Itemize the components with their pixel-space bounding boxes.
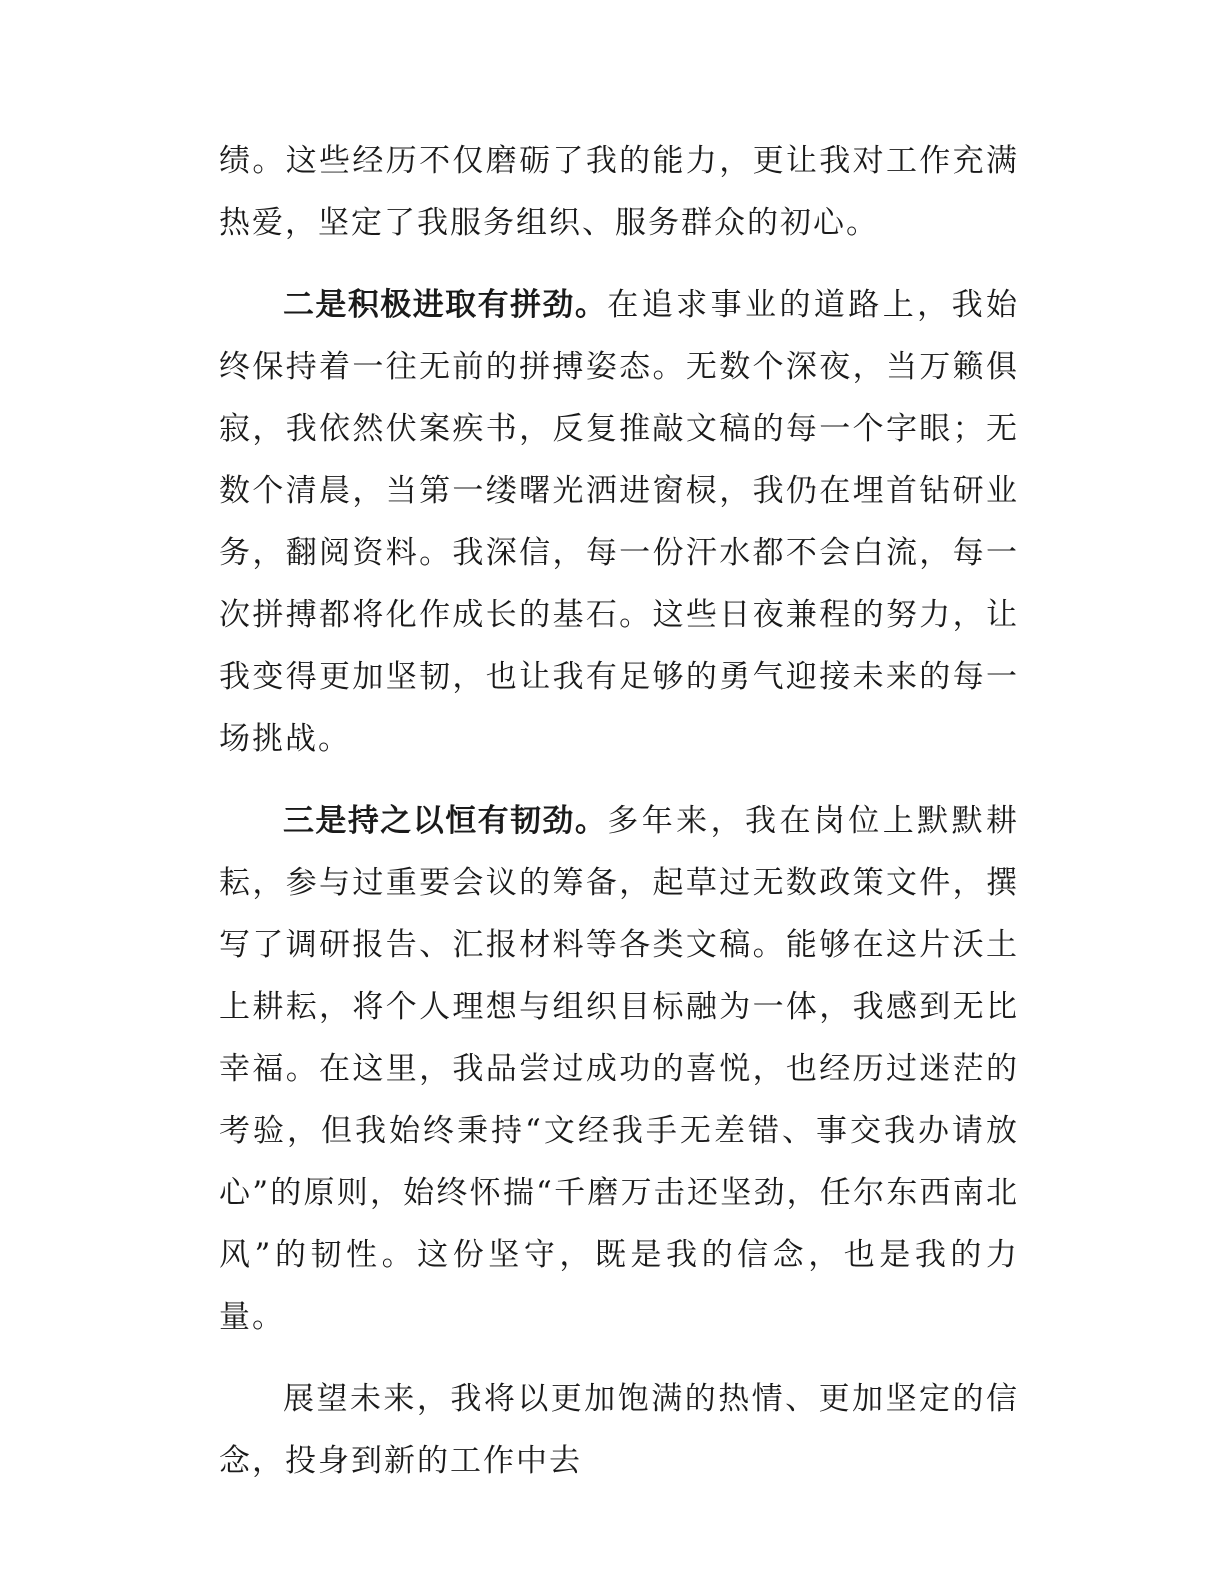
- document-page: [219, 130, 1019, 1510]
- paragraph-outlook: [219, 1368, 1019, 1492]
- paragraph-text: 展望未来，我将以更加饱满的热情、更加坚定的信念，投身到新的工作中去: [219, 1381, 1019, 1479]
- paragraph-point-three: [219, 790, 1019, 1348]
- paragraph-text: 多年来，我在岗位上默默耕耘，参与过重要会议的筹备，起草过无数政策文件，撰写了调研报告、汇报材料等各类文稿。能够在这片沃土上耕耘，将个人理想与组织目标融为一体，我感到无比幸福。在这里，我品尝过成功的喜悦，也经历过迷茫的考验，但我始终秉持“文经我手无差错、事交我办请放心”的原则，始终怀揣“千磨万击还坚劲，任尔东西南北风”的韧性。这份坚守，既是我的信念，也是我的力量。: [219, 803, 1020, 1335]
- paragraph-heading: 三是持之以恒有韧劲。: [283, 803, 608, 839]
- paragraph-continuation: [219, 130, 1019, 254]
- paragraph-heading: 二是积极进取有拼劲。: [283, 287, 608, 323]
- paragraph-point-two: [219, 274, 1019, 770]
- paragraph-text: 在追求事业的道路上，我始终保持着一往无前的拼搏姿态。无数个深夜，当万籁俱寂，我依然伏案疾书，反复推敲文稿的每一个字眼；无数个清晨，当第一缕曙光洒进窗棂，我仍在埋首钻研业务，翻阅资料。我深信，每一份汗水都不会白流，每一次拼搏都将化作成长的基石。这些日夜兼程的努力，让我变得更加坚韧，也让我有足够的勇气迎接未来的每一场挑战。: [219, 287, 1020, 757]
- paragraph-text: 绩。这些经历不仅磨砺了我的能力，更让我对工作充满热爱，坚定了我服务组织、服务群众的初心。: [219, 143, 1019, 241]
